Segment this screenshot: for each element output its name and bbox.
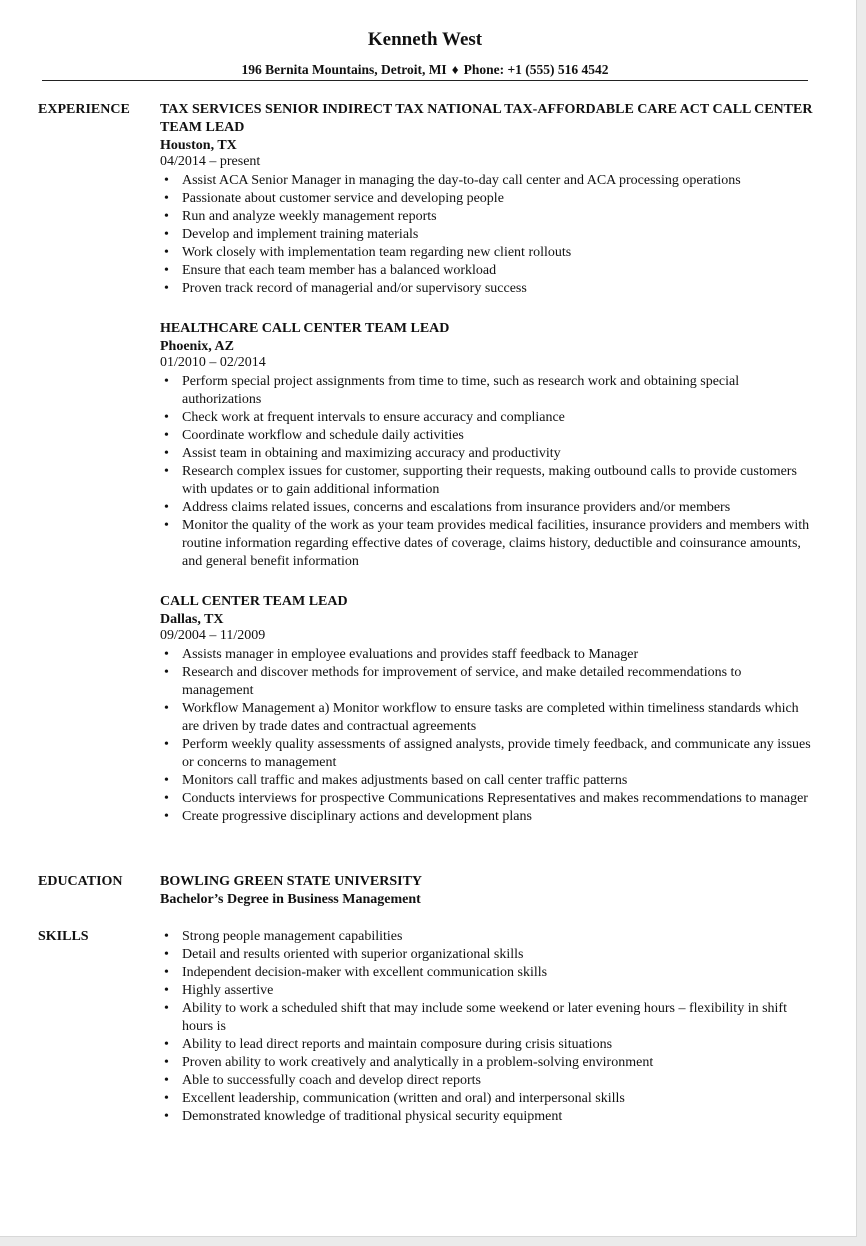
bullet-icon: • <box>164 791 169 806</box>
bullet-icon: • <box>164 965 169 980</box>
list-item: • Coordinate workflow and schedule daily activities <box>164 428 464 443</box>
degree: Bachelor’s Degree in Business Management <box>160 892 421 907</box>
bullet-icon: • <box>164 665 169 680</box>
section-title-experience: EXPERIENCE <box>38 102 130 117</box>
bullet-icon: • <box>164 263 169 278</box>
list-item: • Monitor the quality of the work as your team provides medical facilities, insurance providers and members with routine information regarding effective dates of coverage, claims history, deductible and coinsurance amounts, and general benefit information <box>164 518 810 569</box>
section-title-education: EDUCATION <box>38 874 123 889</box>
bullet-icon: • <box>164 1073 169 1088</box>
bullet-icon: • <box>164 647 169 662</box>
list-item: • Independent decision-maker with excellent communication skills <box>164 965 548 980</box>
job-dates: 04/2014 – present <box>160 154 261 169</box>
address: 196 Bernita Mountains, Detroit, MI <box>241 62 447 77</box>
bullet-icon: • <box>164 191 169 206</box>
bullet-icon: • <box>164 809 169 824</box>
bullet-icon: • <box>164 1055 169 1070</box>
education-body <box>160 873 815 909</box>
list-item: • Monitors call traffic and makes adjustments based on call center traffic patterns <box>164 773 628 788</box>
header-divider <box>42 80 808 81</box>
list-item: • Strong people management capabilities <box>164 929 403 944</box>
job-entry <box>160 593 815 826</box>
job-entry <box>160 320 815 571</box>
list-item: • Able to successfully coach and develop direct reports <box>164 1073 481 1088</box>
job-bullets <box>160 646 815 826</box>
school-name: BOWLING GREEN STATE UNIVERSITY <box>160 874 423 889</box>
bullet-icon: • <box>164 947 169 962</box>
job-location: Phoenix, AZ <box>160 339 234 354</box>
separator-diamond: ♦ <box>451 62 459 77</box>
bullet-icon: • <box>164 1037 169 1052</box>
job-dates: 09/2004 – 11/2009 <box>160 628 266 643</box>
list-item: • Proven track record of managerial and/or supervisory success <box>164 281 527 296</box>
bullet-icon: • <box>164 929 169 944</box>
job-entry <box>160 101 815 298</box>
bullet-icon: • <box>164 701 169 716</box>
contact-line <box>0 62 850 78</box>
job-location: Dallas, TX <box>160 612 224 627</box>
job-title: HEALTHCARE CALL CENTER TEAM LEAD <box>160 321 450 336</box>
list-item: • Create progressive disciplinary actions and development plans <box>164 809 532 824</box>
skills-body <box>160 928 815 1126</box>
list-item: • Workflow Management a) Monitor workflow to ensure tasks are completed within timeliness standards which are driven by trade dates and contractual agreements <box>164 701 799 734</box>
section-title-skills: SKILLS <box>38 929 89 944</box>
list-item: • Ensure that each team member has a balanced workload <box>164 263 497 278</box>
job-dates: 01/2010 – 02/2014 <box>160 355 266 370</box>
list-item: • Run and analyze weekly management reports <box>164 209 437 224</box>
bullet-icon: • <box>164 428 169 443</box>
job-bullets <box>160 373 815 571</box>
bullet-icon: • <box>164 1001 169 1016</box>
bullet-icon: • <box>164 1091 169 1106</box>
bullet-icon: • <box>164 410 169 425</box>
list-item: • Highly assertive <box>164 983 274 998</box>
list-item: • Proven ability to work creatively and analytically in a problem-solving environment <box>164 1055 654 1070</box>
skills-list <box>160 928 815 1126</box>
list-item: • Demonstrated knowledge of traditional physical security equipment <box>164 1109 563 1124</box>
list-item: • Perform weekly quality assessments of assigned analysts, provide timely feedback, and communicate any issues or concerns to management <box>164 737 811 770</box>
list-item: • Ability to lead direct reports and maintain composure during crisis situations <box>164 1037 613 1052</box>
list-item: • Check work at frequent intervals to ensure accuracy and compliance <box>164 410 565 425</box>
list-item: • Detail and results oriented with superior organizational skills <box>164 947 524 962</box>
bullet-icon: • <box>164 464 169 479</box>
bullet-icon: • <box>164 281 169 296</box>
bullet-icon: • <box>164 518 169 533</box>
candidate-name: Kenneth West <box>367 29 483 50</box>
bullet-icon: • <box>164 737 169 752</box>
list-item: • Passionate about customer service and developing people <box>164 191 504 206</box>
list-item: • Ability to work a scheduled shift that may include some weekend or later evening hours – flexibility in shift hours is <box>164 1001 787 1034</box>
bullet-icon: • <box>164 209 169 224</box>
list-item: • Conducts interviews for prospective Communications Representatives and makes recommendations to manager <box>164 791 808 806</box>
job-bullets <box>160 172 815 298</box>
bullet-icon: • <box>164 500 169 515</box>
list-item: • Perform special project assignments from time to time, such as research work and obtaining special authorizations <box>164 374 740 407</box>
bullet-icon: • <box>164 173 169 188</box>
phone: Phone: +1 (555) 516 4542 <box>463 62 609 77</box>
bullet-icon: • <box>164 245 169 260</box>
list-item: • Address claims related issues, concerns and escalations from insurance providers and/or members <box>164 500 731 515</box>
bullet-icon: • <box>164 1109 169 1124</box>
bullet-icon: • <box>164 227 169 242</box>
job-title: TAX SERVICES SENIOR INDIRECT TAX NATIONAL TAX-AFFORDABLE CARE ACT CALL CENTER TEAM LEAD <box>160 102 813 135</box>
bullet-icon: • <box>164 446 169 461</box>
bullet-icon: • <box>164 773 169 788</box>
list-item: • Research and discover methods for improvement of service, and make detailed recommendations to management <box>164 665 742 698</box>
bullet-icon: • <box>164 374 169 389</box>
job-title: CALL CENTER TEAM LEAD <box>160 594 348 609</box>
experience-body <box>160 101 815 826</box>
bullet-icon: • <box>164 983 169 998</box>
list-item: • Assist team in obtaining and maximizing accuracy and productivity <box>164 446 561 461</box>
list-item: • Assists manager in employee evaluations and provides staff feedback to Manager <box>164 647 639 662</box>
list-item: • Research complex issues for customer, supporting their requests, making outbound calls to provide customers with updates or to gain additional information <box>164 464 797 497</box>
list-item: • Develop and implement training materials <box>164 227 419 242</box>
list-item: • Work closely with implementation team regarding new client rollouts <box>164 245 572 260</box>
list-item: • Assist ACA Senior Manager in managing the day-to-day call center and ACA processing operations <box>164 173 741 188</box>
list-item: • Excellent leadership, communication (written and oral) and interpersonal skills <box>164 1091 625 1106</box>
job-location: Houston, TX <box>160 138 237 153</box>
